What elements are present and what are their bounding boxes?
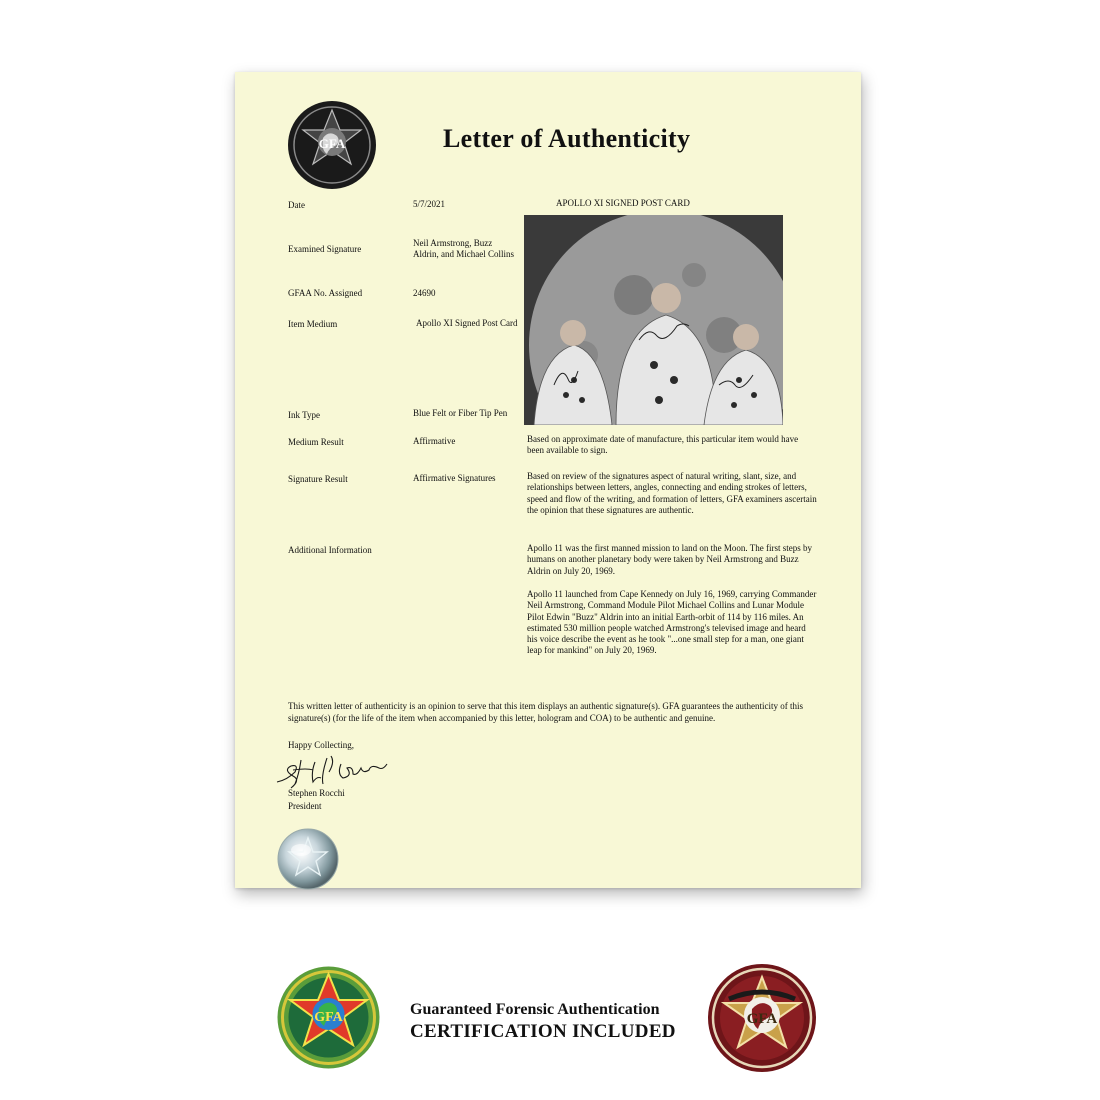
signature-result-label: Signature Result	[288, 474, 348, 484]
medium-result-value: Affirmative	[413, 436, 456, 446]
ink-type-value: Blue Felt or Fiber Tip Pen	[413, 408, 508, 418]
signer-title: President	[288, 801, 322, 811]
banner-line-1: Guaranteed Forensic Authentication	[410, 1001, 660, 1018]
signer-name: Stephen Rocchi	[288, 788, 345, 798]
right-badge-text: GFA	[746, 1011, 778, 1027]
closing-text: Happy Collecting,	[288, 740, 354, 750]
gfa-seal-icon	[287, 100, 377, 190]
apollo-crew-photo	[524, 215, 783, 425]
document-title: Letter of Authenticity	[443, 124, 691, 153]
additional-info-text-1: Apollo 11 was the first manned mission to land on the Moon. The first steps by humans on another planetary body were taken by Neil Armstrong and Buzz Aldrin on July 20, 1969.	[527, 543, 812, 576]
additional-info-text-2: Apollo 11 launched from Cape Kennedy on July 16, 1969, carrying Commander Neil Armstrong, Command Module Pilot Michael Collins and Lunar Module Pilot Edwin "Buzz" Aldrin into an initial Earth-orbit of 114 by 116 miles. An estimated 530 million people watched Armstrong's televised image and heard his voice describe the event as he took "...one small step for a man, one giant leap for mankind" on July 20, 1969.	[527, 589, 817, 656]
authenticity-statement: This written letter of authenticity is an opinion to serve that this item displays an authentic signature(s). GFA guarantees the authenticity of this signature(s) (for the life of the item when accompanied by this letter, hologram and COA) to be authentic and genuine.	[288, 701, 803, 723]
authenticity-letter	[235, 72, 861, 888]
gfa-seal-badge-icon	[707, 963, 817, 1073]
banner-line-2: CERTIFICATION INCLUDED	[410, 1021, 676, 1042]
hologram-sticker-icon	[277, 828, 339, 890]
seal-text: GFA	[318, 136, 346, 151]
ink-type-label: Ink Type	[288, 410, 320, 420]
date-label: Date	[288, 200, 305, 210]
gfa-hologram-badge-icon	[277, 966, 380, 1069]
gfaa-number-value: 24690	[413, 288, 436, 298]
additional-info-label: Additional Information	[288, 545, 372, 555]
examined-signature-label: Examined Signature	[288, 244, 362, 254]
gfaa-number-label: GFAA No. Assigned	[288, 288, 363, 298]
left-badge-text: GFA	[314, 1010, 343, 1025]
photo-caption: APOLLO XI SIGNED POST CARD	[556, 198, 690, 208]
item-medium-label: Item Medium	[288, 319, 338, 329]
item-medium-value: Apollo XI Signed Post Card	[416, 318, 518, 328]
medium-result-text: Based on approximate date of manufacture, this particular item would have been available to sign.	[527, 434, 799, 456]
date-value: 5/7/2021	[413, 199, 446, 209]
medium-result-label: Medium Result	[288, 437, 344, 447]
examined-signature-line2: Aldrin, and Michael Collins	[413, 249, 514, 259]
signature-result-value: Affirmative Signatures	[413, 473, 496, 483]
examined-signature-line1: Neil Armstrong, Buzz	[413, 238, 493, 248]
signature-result-text: Based on review of the signatures aspect of natural writing, slant, size, and relationships between letters, angles, connecting and ending strokes of letters, speed and flow of the writing, and formation of letters, GFA examiners ascertain the opinion that these signatures are authentic.	[527, 471, 817, 515]
signature-image	[271, 752, 396, 790]
